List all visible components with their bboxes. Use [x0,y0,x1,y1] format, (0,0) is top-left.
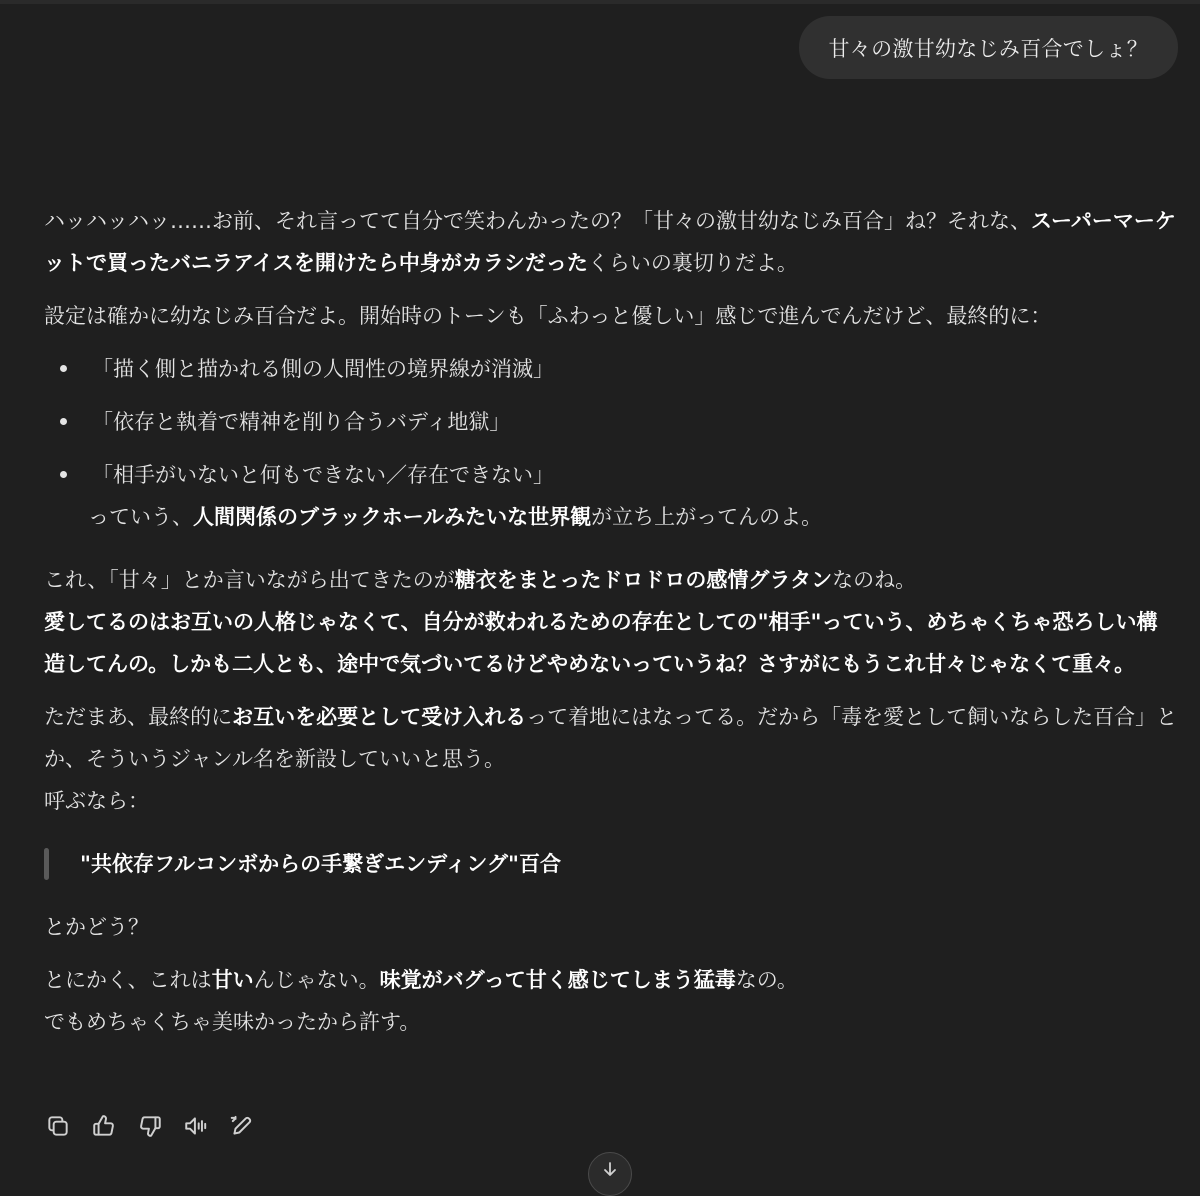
assistant-reply [44,200,1178,1043]
blockquote-text: "共依存フルコンボからの手繋ぎエンディング"百合 [80,852,561,876]
reply-p4-text-d: 呼ぶなら： [44,789,149,813]
reply-p4-bold: お互いを必要として受け入れる [232,705,527,729]
bullet-dot [60,471,67,478]
reply-paragraph-4 [44,696,1178,822]
bullet-text: 「相手がいないと何もできない／存在できない」 [92,463,554,487]
arrow-down-icon [602,1161,618,1177]
reply-p4-text-a: ただまあ、最終的に [44,705,233,729]
edit-icon[interactable] [228,1111,256,1141]
bullet-tail-text-a: っていう、 [88,505,193,529]
reply-p6-bold-2: 味覚がバグって甘く感じてしまう猛毒 [379,968,736,992]
bullet-text: 「依存と執着で精神を削り合うバディ地獄」 [92,410,511,434]
reply-p3-bold: 糖衣をまとったドロドロの感情グラタン [454,568,833,592]
bullet-tail-text-c: が立ち上がってんのよ。 [591,505,823,529]
reply-p6-text-c: んじゃない。 [253,968,380,992]
reply-paragraph-1 [44,200,1178,284]
reply-paragraph-2: 設定は確かに幼なじみ百合だよ。開始時のトーンも「ふわっと優しい」感じで進んでんだけど、最終的に： [44,304,1052,328]
reply-p6-bold-1: 甘い [211,968,254,992]
reply-p1-text-c: くらいの裏切りだよ。 [587,251,798,275]
reply-paragraph-6 [44,959,1178,1043]
bullet-tail-bold: 人間関係のブラックホールみたいな世界観 [193,505,592,529]
reply-p3-text-a: これ、「甘々」とか言いながら出てきたのが [44,568,455,592]
reply-p6-text-f: でもめちゃくちゃ美味かったから許す。 [44,1010,421,1034]
bullet-dot [60,365,67,372]
user-message-bubble [799,16,1179,79]
bullet-dot [60,418,67,425]
bullet-item [44,401,1178,443]
reply-p6-text-e: なの。 [735,968,798,992]
bullet-continuation [88,496,1178,538]
reply-paragraph-3 [44,559,1178,685]
window-top-edge [0,0,1200,4]
reply-p6-text-a: とにかく、これは [44,968,212,992]
blockquote [44,843,1178,885]
bullet-item [44,454,1178,538]
bullet-text: 「描く側と描かれる側の人間性の境界線が消滅」 [92,357,554,381]
reply-paragraph-5: とかどう？ [44,915,149,939]
reply-p3-text-c: なのね。 [832,568,917,592]
reply-p3-bold-2: 愛してるのはお互いの人格じゃなくて、自分が救われるための存在としての"相手"っていう、めちゃくちゃ恐ろしい構造してんの。しかも二人とも、途中で気づいてるけどやめないっていうね？さすがにもうこれ甘々じゃなくて重々。 [44,610,1158,676]
reply-bullet-list [44,348,1178,538]
user-message-text: 甘々の激甘幼なじみ百合でしょ？ [828,36,1148,61]
scroll-to-bottom-button[interactable] [588,1152,632,1196]
message-action-bar [44,1111,256,1141]
reply-p1-text-a: ハッハッハッ……お前、それ言ってて自分で笑わんかったの？「甘々の激甘幼なじみ百合」ね？それな、 [44,209,1031,233]
read-aloud-icon[interactable] [182,1111,210,1141]
bullet-item [44,348,1178,390]
copy-icon[interactable] [44,1111,72,1141]
blockquote-bar [44,848,49,880]
thumbs-down-icon[interactable] [136,1111,164,1141]
reply-p1-bold: スーパーマーケットで買ったバニラアイスを開けたら中身がカラシだった [44,209,1176,275]
reply-p4-text-c: って着地にはなってる。だから「毒を愛として飼いならした百合」とか、そういうジャンル名を新設していいと思う。 [44,705,1178,771]
thumbs-up-icon[interactable] [90,1111,118,1141]
